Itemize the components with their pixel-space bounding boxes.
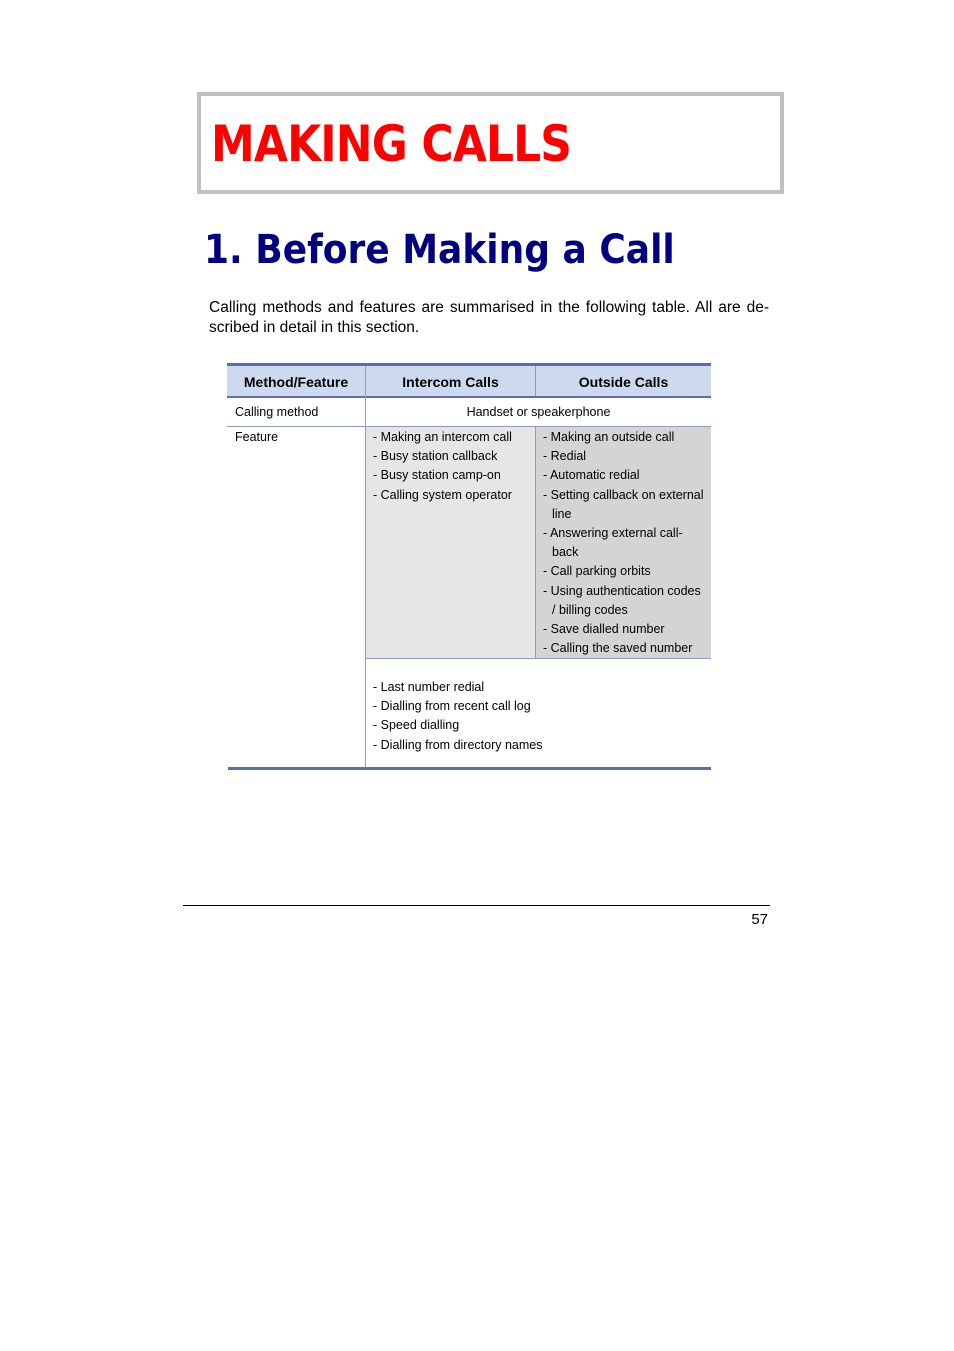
calling-method-label: Calling method xyxy=(235,405,319,419)
header-intercom-calls: Intercom Calls xyxy=(366,366,535,397)
column-divider xyxy=(535,366,536,396)
list-item: back xyxy=(552,545,579,560)
intro-paragraph: Calling methods and features are summarised in the following table. All are de-scribed in detail in this section. xyxy=(209,299,769,336)
feature-label: Feature xyxy=(235,430,279,444)
list-item: - Speed dialling xyxy=(373,718,460,733)
header-outside-calls: Outside Calls xyxy=(536,366,711,397)
list-item: - Calling system operator xyxy=(373,487,512,502)
list-item: - Answering external call- xyxy=(543,526,683,541)
list-item: - Making an outside call xyxy=(543,430,675,444)
chapter-title: MAKING CALLS xyxy=(211,115,572,173)
list-item: - Automatic redial xyxy=(543,468,640,483)
footer-rule xyxy=(183,905,770,906)
header-rule xyxy=(227,396,711,398)
list-item: - Calling the saved number xyxy=(543,641,693,656)
intercom-feature-list xyxy=(373,428,512,505)
list-item: - Redial xyxy=(543,449,587,464)
table-bottom-rule xyxy=(228,767,711,770)
page-number: 57 xyxy=(751,911,768,928)
section-title: 1. Before Making a Call xyxy=(204,227,675,273)
calling-features-table xyxy=(227,363,711,770)
list-item: - Save dialled number xyxy=(543,622,665,637)
common-feature-list xyxy=(373,678,543,755)
list-item: - Call parking orbits xyxy=(543,564,651,579)
list-item: - Using authentication codes xyxy=(543,583,701,598)
calling-method-value: Handset or speakerphone xyxy=(466,405,611,419)
list-item: - Busy station callback xyxy=(373,449,498,464)
outside-feature-list xyxy=(543,428,704,658)
list-item: - Dialling from directory names xyxy=(373,737,543,752)
list-item: - Making an intercom call xyxy=(373,430,512,444)
header-method-feature: Method/Feature xyxy=(227,366,365,397)
list-item: - Busy station camp-on xyxy=(373,468,501,483)
list-item: / billing codes xyxy=(552,602,628,617)
chapter-title-box xyxy=(197,92,784,194)
list-item: - Dialling from recent call log xyxy=(373,699,531,714)
row-divider xyxy=(227,426,711,427)
column-divider xyxy=(535,426,536,658)
list-item: line xyxy=(552,506,572,521)
list-item: - Last number redial xyxy=(373,680,485,694)
list-item: - Setting callback on external xyxy=(543,487,704,502)
